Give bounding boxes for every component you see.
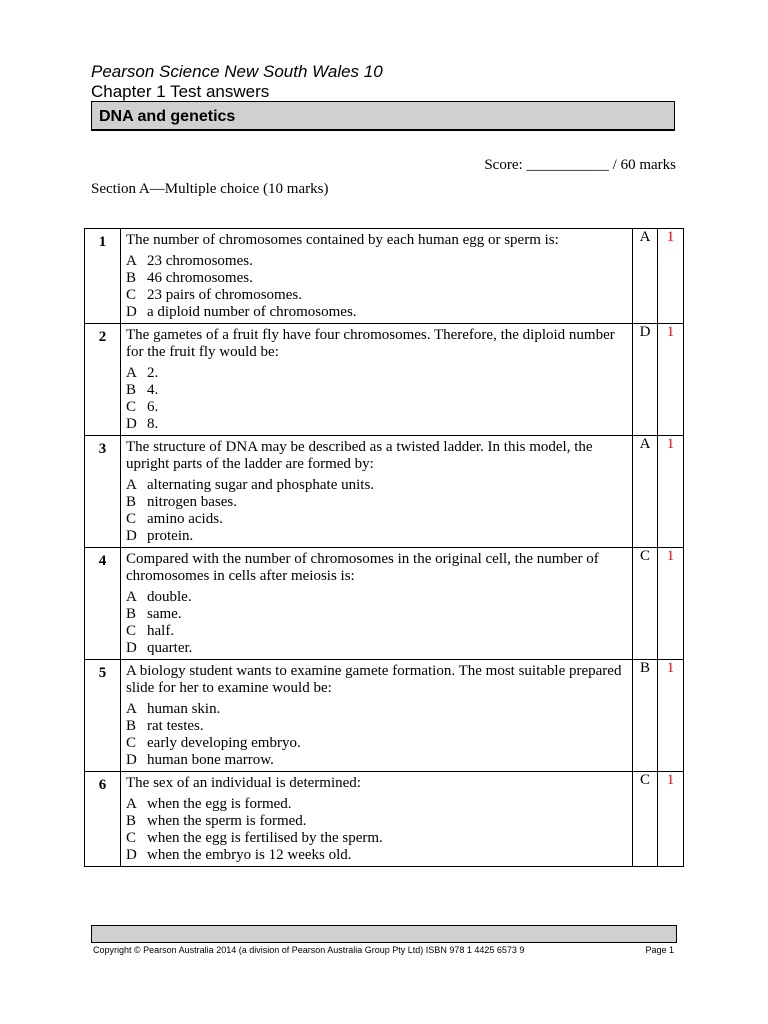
correct-answer: B — [633, 660, 658, 772]
answer-option — [126, 287, 626, 304]
mark-value: 1 — [658, 772, 684, 867]
mark-value: 1 — [658, 324, 684, 436]
answer-option — [126, 416, 626, 433]
option-text: amino acids. — [147, 511, 223, 527]
question-row — [85, 229, 684, 324]
option-text: 46 chromosomes. — [147, 270, 253, 286]
option-letter: A — [126, 796, 137, 812]
question-number: 1 — [85, 229, 121, 324]
option-text: alternating sugar and phosphate units. — [147, 477, 375, 493]
question-stem: The sex of an individual is determined: — [126, 775, 361, 791]
option-text: when the egg is fertilised by the sperm. — [147, 830, 383, 846]
option-letter: B — [126, 494, 137, 510]
option-letter: B — [126, 606, 137, 622]
answer-option — [126, 511, 626, 528]
correct-answer: A — [633, 436, 658, 548]
question-body — [121, 660, 633, 772]
option-letter: C — [126, 399, 137, 415]
option-letter: D — [126, 528, 137, 544]
option-letter: B — [126, 382, 137, 398]
score-line: Score: ___________ / 60 marks — [484, 157, 676, 173]
option-text: rat testes. — [147, 718, 204, 734]
option-letter: A — [126, 701, 137, 717]
answer-option — [126, 718, 626, 735]
question-stem: The number of chromosomes contained by each human egg or sperm is: — [126, 232, 559, 248]
option-letter: C — [126, 830, 137, 846]
page-number: Page 1 — [645, 945, 674, 955]
answer-option — [126, 494, 626, 511]
option-letter: C — [126, 735, 137, 751]
answer-option — [126, 623, 626, 640]
topic-banner — [91, 101, 675, 131]
correct-answer: D — [633, 324, 658, 436]
option-text: when the embryo is 12 weeks old. — [147, 847, 352, 863]
questions-table — [84, 228, 684, 867]
option-letter: A — [126, 253, 137, 269]
option-letter: C — [126, 511, 137, 527]
topic-title: DNA and genetics — [99, 108, 236, 125]
mark-value: 1 — [658, 548, 684, 660]
question-stem: The structure of DNA may be described as a twisted ladder. In this model, the upright parts of the ladder are formed by: — [126, 439, 593, 472]
option-text: human skin. — [147, 701, 221, 717]
question-body — [121, 548, 633, 660]
option-letter: D — [126, 416, 137, 432]
question-number: 3 — [85, 436, 121, 548]
answer-option — [126, 606, 626, 623]
option-letter: D — [126, 304, 137, 320]
correct-answer: C — [633, 548, 658, 660]
question-stem: The gametes of a fruit fly have four chromosomes. Therefore, the diploid number for the fruit fly would be: — [126, 327, 615, 360]
option-text: when the sperm is formed. — [147, 813, 307, 829]
option-text: 8. — [147, 416, 159, 432]
question-number: 2 — [85, 324, 121, 436]
option-letter: D — [126, 752, 137, 768]
mark-value: 1 — [658, 660, 684, 772]
answer-option — [126, 640, 626, 657]
question-row — [85, 548, 684, 660]
answer-option — [126, 270, 626, 287]
question-row — [85, 772, 684, 867]
answer-option — [126, 701, 626, 718]
option-letter: B — [126, 718, 137, 734]
option-text: when the egg is formed. — [147, 796, 292, 812]
option-text: half. — [147, 623, 175, 639]
question-stem: A biology student wants to examine gamete formation. The most suitable prepared slide for her to examine would be: — [126, 663, 622, 696]
answer-option — [126, 365, 626, 382]
question-number: 6 — [85, 772, 121, 867]
option-letter: D — [126, 640, 137, 656]
answer-option — [126, 528, 626, 545]
book-title: Pearson Science New South Wales 10 — [91, 62, 383, 81]
option-letter: C — [126, 623, 137, 639]
option-text: 23 chromosomes. — [147, 253, 253, 269]
question-body — [121, 772, 633, 867]
option-text: protein. — [147, 528, 194, 544]
option-letter: A — [126, 365, 137, 381]
section-heading: Section A—Multiple choice (10 marks) — [91, 181, 329, 197]
option-text: early developing embryo. — [147, 735, 301, 751]
answer-option — [126, 735, 626, 752]
option-text: a diploid number of chromosomes. — [147, 304, 357, 320]
option-letter: C — [126, 287, 137, 303]
option-text: quarter. — [147, 640, 193, 656]
question-row — [85, 324, 684, 436]
option-text: double. — [147, 589, 192, 605]
option-letter: A — [126, 589, 137, 605]
mark-value: 1 — [658, 436, 684, 548]
question-number: 5 — [85, 660, 121, 772]
answer-option — [126, 813, 626, 830]
answer-option — [126, 477, 626, 494]
option-letter: B — [126, 813, 137, 829]
question-row — [85, 660, 684, 772]
answer-option — [126, 752, 626, 769]
correct-answer: C — [633, 772, 658, 867]
option-letter: A — [126, 477, 137, 493]
question-body — [121, 436, 633, 548]
answer-option — [126, 253, 626, 270]
answer-option — [126, 796, 626, 813]
option-text: human bone marrow. — [147, 752, 274, 768]
answer-option — [126, 847, 626, 864]
question-number: 4 — [85, 548, 121, 660]
correct-answer: A — [633, 229, 658, 324]
footer-copyright: Copyright © Pearson Australia 2014 (a division of Pearson Australia Group Pty Ltd) ISBN 978 1 4425 6573 9 — [93, 945, 525, 955]
footer-bar — [91, 925, 677, 943]
option-text: 23 pairs of chromosomes. — [147, 287, 302, 303]
option-text: 4. — [147, 382, 159, 398]
chapter-title: Chapter 1 Test answers — [91, 82, 270, 101]
answer-option — [126, 399, 626, 416]
question-row — [85, 436, 684, 548]
option-letter: D — [126, 847, 137, 863]
option-text: same. — [147, 606, 182, 622]
question-body — [121, 229, 633, 324]
mark-value: 1 — [658, 229, 684, 324]
option-text: 2. — [147, 365, 159, 381]
option-text: nitrogen bases. — [147, 494, 237, 510]
answer-option — [126, 382, 626, 399]
question-stem: Compared with the number of chromosomes in the original cell, the number of chromosomes in cells after meiosis is: — [126, 551, 599, 584]
option-text: 6. — [147, 399, 159, 415]
answer-option — [126, 589, 626, 606]
questions-table-body — [85, 229, 684, 867]
answer-option — [126, 304, 626, 321]
question-body — [121, 324, 633, 436]
answer-option — [126, 830, 626, 847]
option-letter: B — [126, 270, 137, 286]
